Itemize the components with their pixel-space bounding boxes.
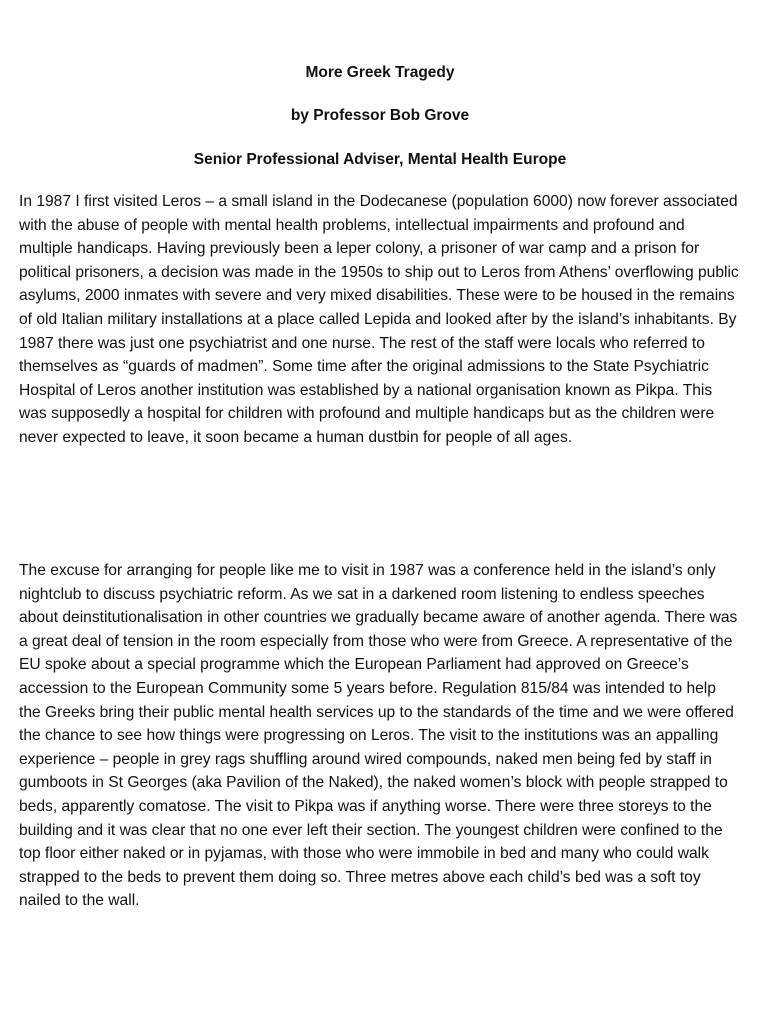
document-title: More Greek Tragedy xyxy=(305,64,455,81)
document-author: by Professor Bob Grove xyxy=(290,107,470,124)
author-role: Senior Professional Adviser, Mental Health Europe xyxy=(193,151,567,168)
body-paragraph-1: In 1987 I first visited Leros – a small island in the Dodecanese (population 6000) now forever associated with the abuse of people with mental health problems, intellectual impairments and profound and multiple handicaps. Having previously been a leper colony, a prisoner of war camp and a prison for political prisoners, a decision was made in the 1950s to ship out to Leros from Athens’ overflowing public asylums, 2000 inmates with severe and very mixed disabilities. These were to be housed in the remains of old Italian military installations at a place called Lepida and looked after by the island’s inhabitants. By 1987 there was just one psychiatrist and one nurse. The rest of the staff were locals who referred to themselves as “guards of madmen”. Some time after the original admissions to the State Psychiatric Hospital of Leros another institution was established by a national organisation known as Pikpa. This was supposedly a hospital for children with profound and multiple handicaps but as the children were never expected to leave, it soon became a human dustbin for people of all ages. xyxy=(19,193,739,446)
body-paragraph-2: The excuse for arranging for people like me to visit in 1987 was a conference held in the island’s only nightclub to discuss psychiatric reform. As we sat in a darkened room listening to endless speeches about deinstitutionalisation in other countries we gradually became aware of another agenda. There was a great deal of tension in the room especially from those who were from Greece. A representative of the EU spoke about a special programme which the European Parliament had approved on Greece’s accession to the European Community some 5 years before. Regulation 815/84 was intended to help the Greeks bring their public mental health services up to the standards of the time and we were offered the chance to see how things were progressing on Leros. The visit to the institutions was an appalling experience – people in grey rags shuffling around wired compounds, naked men being fed by staff in gumboots in St Georges (aka Pavilion of the Naked), the naked women’s block with people strapped to beds, apparently comatose. The visit to Pikpa was if anything worse. There were three storeys to the building and it was clear that no one ever left their section. The youngest children were confined to the top floor either naked or in pyjamas, with those who were immobile in bed and many who could walk strapped to the beds to prevent them doing so. Three metres above each child’s bed was a soft toy nailed to the wall. xyxy=(19,562,738,910)
